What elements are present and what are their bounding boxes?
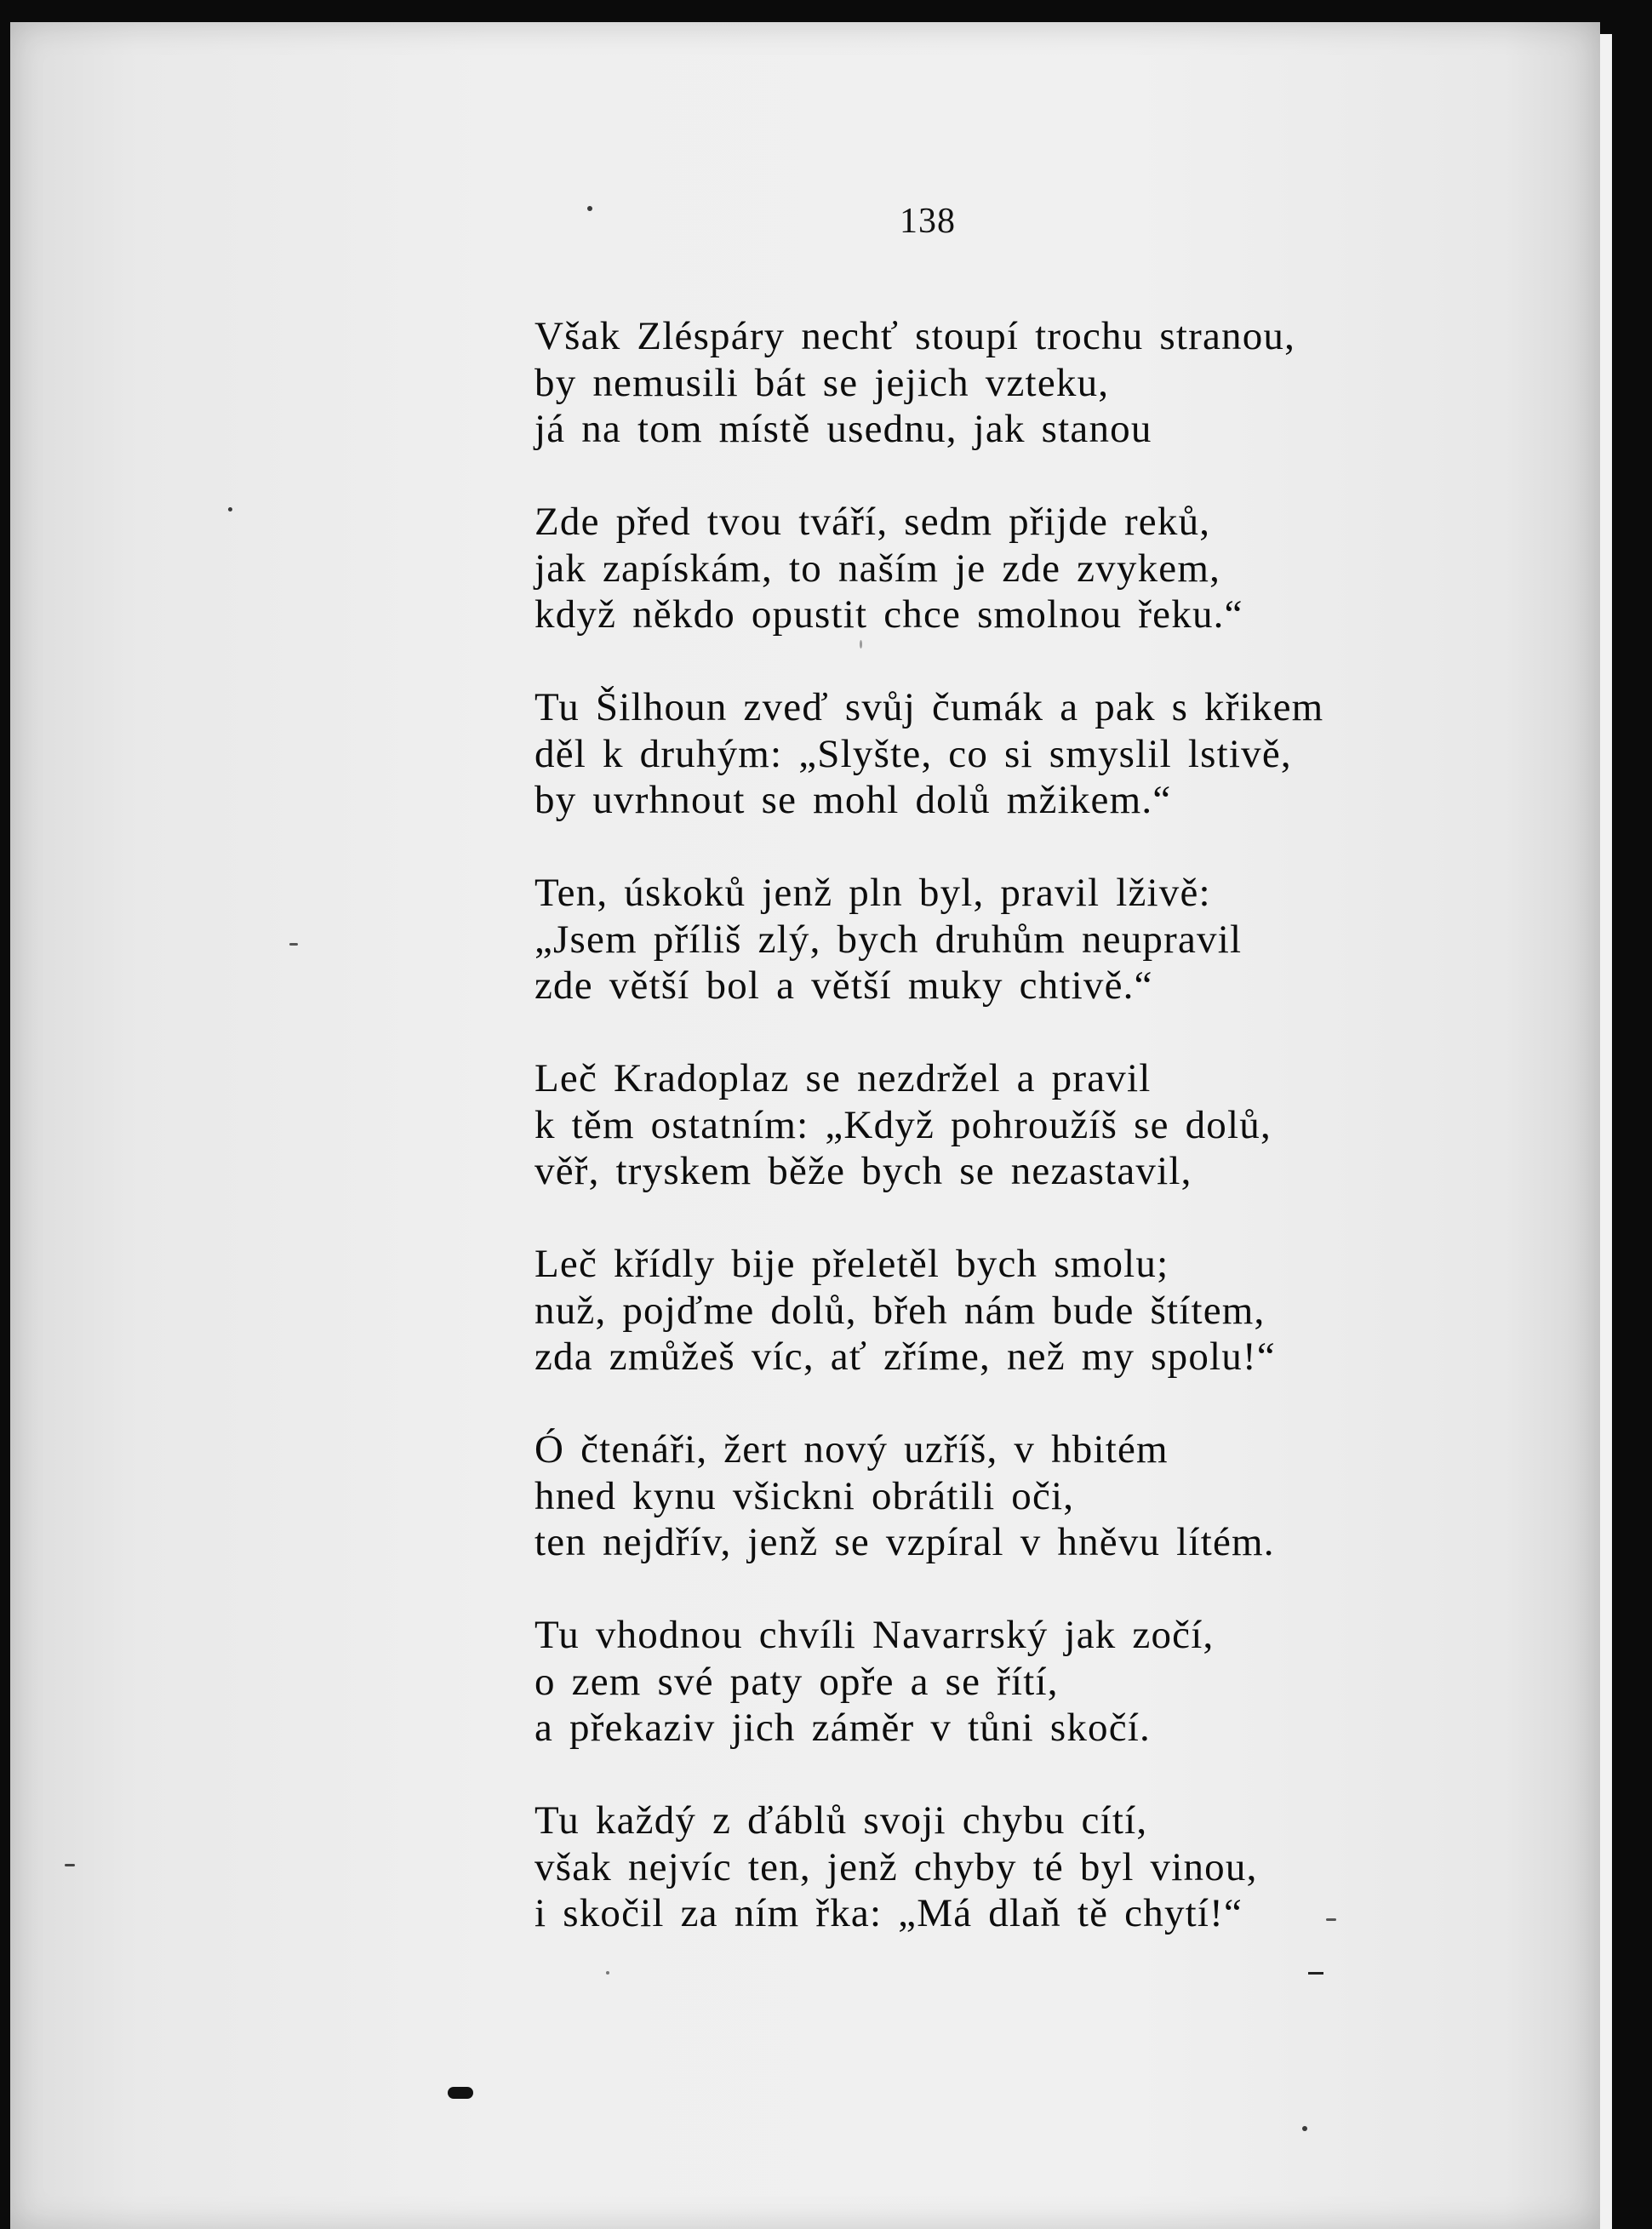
stanza [534,1612,1323,1752]
poem-line: zda zmůžeš víc, ať zříme, než my spolu!“ [534,1335,1276,1379]
page-number: 138 [900,202,956,241]
poem-line: ten nejdřív, jenž se vzpíral v hněvu lítém. [534,1520,1275,1564]
poem-line: když někdo opustit chce smolnou řeku.“ [534,592,1243,637]
scan-speck [587,206,592,211]
stanza [534,870,1323,1009]
poem-line: věř, tryskem běže bych se nezastavil, [534,1149,1192,1193]
poem-line: však nejvíc ten, jenž chyby té byl vinou, [534,1844,1258,1889]
poem-line: Leč křídly bije přeletěl bych smolu; [534,1242,1169,1286]
poem-line: i skočil za ním řka: „Má dlaň tě chytí!“ [534,1891,1243,1935]
poem-line: zde větší bol a větší muky chtivě.“ [534,963,1153,1008]
page-edge [1600,34,1612,2229]
poem-line: já na tom místě usednu, jak stanou [534,407,1152,451]
scan-speck [289,943,298,946]
scan-dash [1308,1972,1323,1975]
poem-line: Tu vhodnou chvíli Navarrský jak zočí, [534,1613,1215,1657]
ink-blot [448,2087,473,2099]
poem-line: Však Zléspáry nechť stoupí trochu stranou, [534,314,1296,358]
poem-line: „Jsem příliš zlý, bych druhům neupravil [534,917,1243,962]
poem-line: nuž, pojďme dolů, břeh nám bude štítem, [534,1288,1266,1333]
poem-line: Zde před tvou tváří, sedm přijde reků, [534,500,1211,544]
poem-line: Leč Kradoplaz se nezdržel a pravil [534,1056,1152,1100]
scan-speck [65,1864,75,1866]
scan-speck [860,640,862,649]
poem-line: k těm ostatním: „Když pohroužíš se dolů, [534,1102,1272,1147]
poem-line: a překaziv jich záměr v tůni skočí. [534,1706,1151,1750]
poem-text [534,313,1323,1983]
poem-line: Ó čtenáři, žert nový uzříš, v hbitém [534,1427,1169,1472]
poem-line: by uvrhnout se mohl dolů mžikem.“ [534,778,1172,822]
poem-line: Tu každý z ďáblů svoji chybu cítí, [534,1798,1148,1843]
stanza [534,1241,1323,1380]
scan-speck [1326,1918,1336,1921]
poem-line: hned kynu všickni obrátili oči, [534,1473,1075,1518]
stanza [534,1797,1323,1937]
poem-line: o zem své paty opře a se řítí, [534,1659,1059,1704]
scan-speck [228,507,232,512]
stanza [534,1055,1323,1195]
scan-speck [606,1971,609,1975]
stanza [534,684,1323,824]
poem-line: jak zapískám, to naším je zde zvykem, [534,546,1221,591]
poem-line: by nemusili bát se jejich vzteku, [534,360,1110,405]
stanza [534,313,1323,453]
stanza [534,1426,1323,1566]
stanza [534,499,1323,638]
poem-line: Ten, úskoků jenž pln byl, pravil lživě: [534,871,1211,915]
scan-speck [1302,2126,1307,2131]
poem-line: Tu Šilhoun zveď svůj čumák a pak s křikem [534,685,1324,729]
poem-line: děl k druhým: „Slyšte, co si smyslil lstivě, [534,731,1292,776]
